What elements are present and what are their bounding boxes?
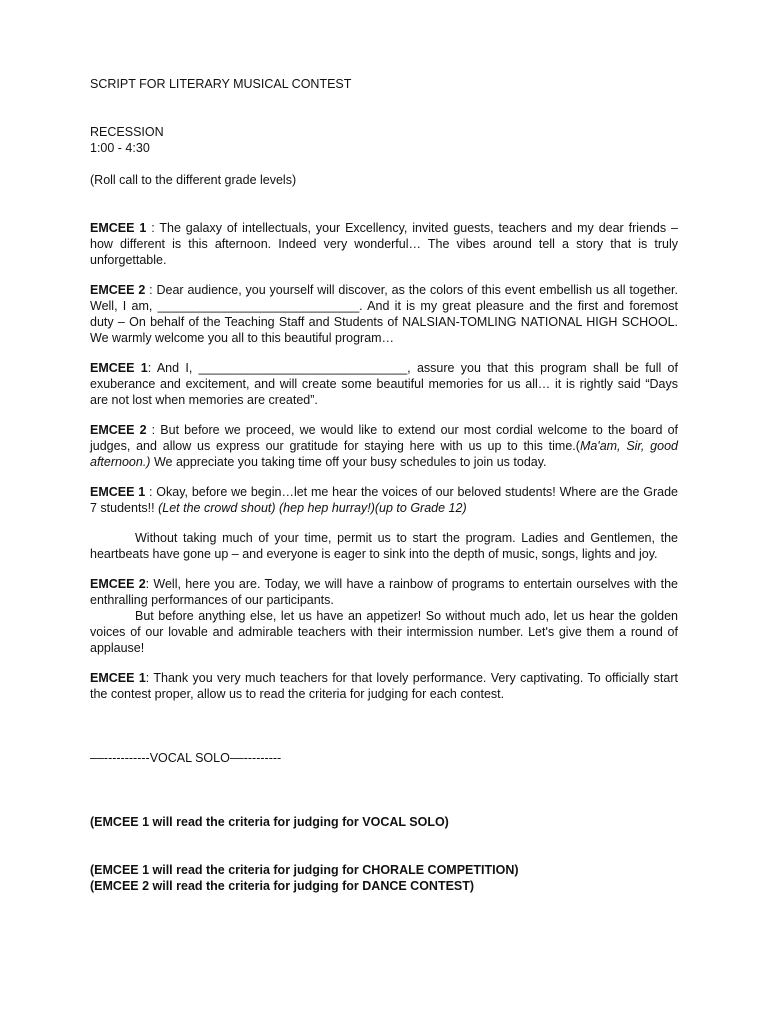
paragraph-emcee1-criteria [90,670,678,702]
paragraph-emcee2-welcome [90,282,678,346]
speaker-label: EMCEE 2 [90,283,146,297]
paragraph-text: : And I, ______________________________, assure you that this program shall be full of exuberance and excitement, and will create some beautiful memories for us all… it is rightly said “Days are not lost when memories are created”. [90,361,678,407]
note-chorale: (EMCEE 1 will read the criteria for judging for CHORALE COMPETITION) [90,863,519,877]
paragraph-text: We appreciate you taking time off your busy schedules to join us today. [150,455,547,469]
note-dance: (EMCEE 2 will read the criteria for judging for DANCE CONTEST) [90,879,475,893]
paragraph-text: : Okay, before we begin…let me hear the voices of our beloved students! Where are the Grade 7 students!! [90,485,678,515]
paragraph-text: : The galaxy of intellectuals, your Excellency, invited guests, teachers and my dear friends – how different is this afternoon. Indeed very wonderful… The vibes around tell a story that is truly unforgettable. [90,221,678,267]
paragraph-emcee2-rainbow [90,576,678,608]
paragraph-italic: (Let the crowd shout) (hep hep hurray!)(up to Grade 12) [158,501,467,515]
paragraph-start-program: Without taking much of your time, permit us to start the program. Ladies and Gentlemen, the heartbeats have gone up – and everyone is eager to sink into the depth of music, songs, lights and joy. [90,531,678,561]
paragraph-emcee1-promise [90,360,678,408]
roll-call-note: (Roll call to the different grade levels) [90,173,297,187]
paragraph-appetizer: But before anything else, let us have an appetizer! So without much ado, let us hear the golden voices of our lovable and admirable teachers with their intermission number. Let's give them a round of applause! [90,609,678,655]
paragraph-text: : But before we proceed, we would like to extend our most cordial welcome to the board of judges, and allow us express our gratitude for staying here with us up to this time.( [90,423,678,453]
note-vocal-solo: (EMCEE 1 will read the criteria for judging for VOCAL SOLO) [90,815,449,829]
speaker-label: EMCEE 2 [90,577,146,591]
paragraph-text: : Well, here you are. Today, we will have a rainbow of programs to entertain ourselves with the enthralling performances of our participants. [90,577,678,607]
document-title: SCRIPT FOR LITERARY MUSICAL CONTEST [90,77,352,91]
paragraph-emcee1-intro [90,220,678,268]
paragraph-emcee1-students [90,484,678,516]
speaker-label: EMCEE 1 [90,221,147,235]
vocal-solo-divider: ––-----------VOCAL SOLO––--------- [90,751,282,765]
time-range: 1:00 - 4:30 [90,141,150,155]
paragraph-italic: Ma'am, Sir, good afternoon.) [90,439,678,469]
paragraph-emcee2-judges [90,422,678,470]
speaker-label: EMCEE 1 [90,361,148,375]
speaker-label: EMCEE 2 [90,423,147,437]
paragraph-text: : Dear audience, you yourself will discover, as the colors of this event embellish us all together. Well, I am, _____________________________. And it is my great pleasure and the first and foremost duty – On behalf of the Teaching Staff and Students of NALSIAN-TOMLING NATIONAL HIGH SCHOOL. We warmly welcome you all to this beautiful program… [90,283,678,345]
recession-label: RECESSION [90,125,164,139]
paragraph-text: : Thank you very much teachers for that lovely performance. Very captivating. To officially start the contest proper, allow us to read the criteria for judging for each contest. [90,671,678,701]
speaker-label: EMCEE 1 [90,671,146,685]
speaker-label: EMCEE 1 [90,485,146,499]
